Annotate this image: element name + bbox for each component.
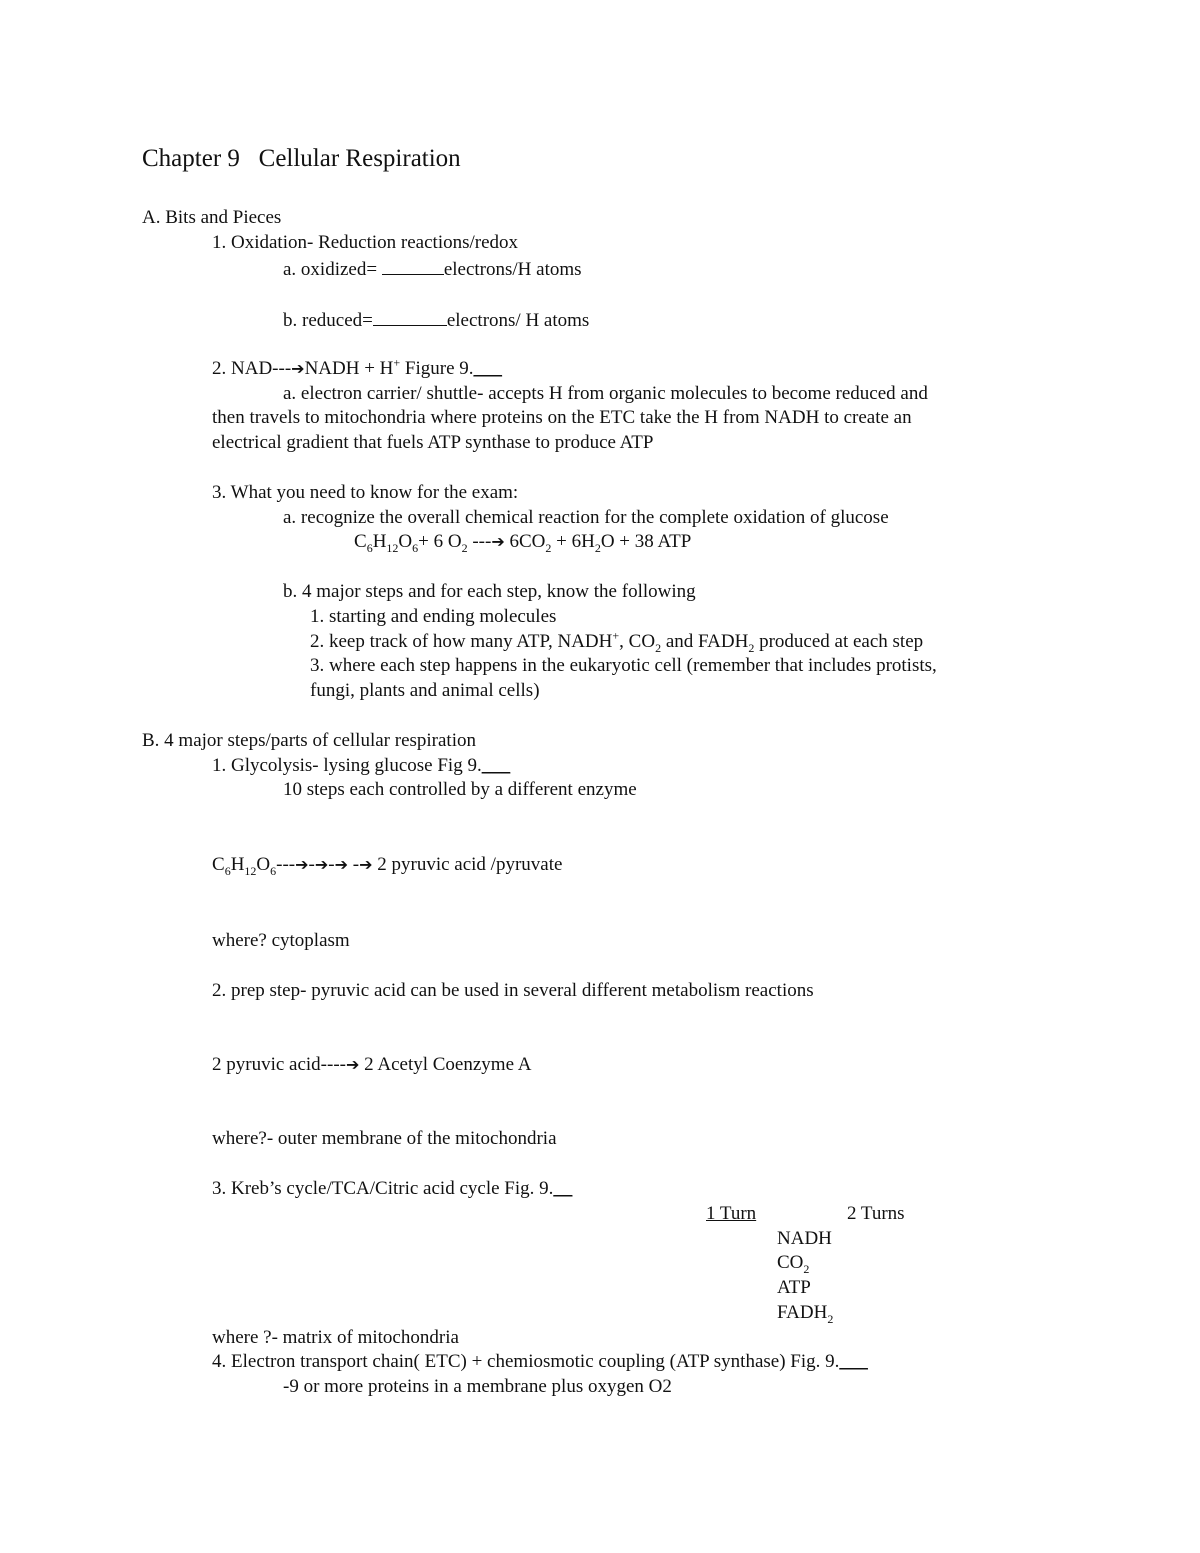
step-3: 3. Kreb’s cycle/TCA/Citric acid cycle Fig. 9.__ bbox=[212, 1178, 573, 1199]
turns-table-header: 1 Turn 2 Turns bbox=[706, 1203, 905, 1224]
arrow-icon: ➔ bbox=[346, 1055, 360, 1074]
item-2a-line-2: then travels to mitochondria where proteins on the ETC take the H from NADH to create an bbox=[212, 407, 912, 428]
page-title: Chapter 9 Cellular Respiration bbox=[142, 145, 461, 172]
arrow-icon: ➔ bbox=[295, 855, 309, 874]
arrow-icon: ➔ bbox=[334, 855, 349, 874]
item-3b-2: 2. keep track of how many ATP, NADH+, $CO_2$ and $FADH_2$ produced at each step bbox=[310, 628, 924, 655]
item-3b-3-line-1: 3. where each step happens in the eukaryotic cell (remember that includes protists, bbox=[310, 655, 937, 676]
item-2a-line-3: electrical gradient that fuels ATP synthase to produce ATP bbox=[212, 432, 654, 453]
step-3-where: where ?- matrix of mitochondria bbox=[212, 1327, 459, 1348]
step-4-note: -9 or more proteins in a membrane plus oxygen O2 bbox=[283, 1376, 672, 1397]
step-1-where: where? cytoplasm bbox=[212, 930, 350, 951]
turns-row-co2: $CO_2$ bbox=[777, 1252, 810, 1276]
item-1: 1. Oxidation- Reduction reactions/redox bbox=[212, 232, 519, 253]
item-3: 3. What you need to know for the exam: bbox=[212, 482, 519, 503]
turns-row-atp: ATP bbox=[777, 1277, 811, 1298]
item-3b-1: 1. starting and ending molecules bbox=[310, 606, 557, 627]
glucose-oxidation-equation: $C_6H_{12}O_6+ 6$ $O_2$ ---➔ $6CO_2 + 6H_2O + 38$ ATP bbox=[354, 531, 692, 555]
turns-row-nadh: NADH bbox=[777, 1228, 832, 1249]
step-2-where: where?- outer membrane of the mitochondria bbox=[212, 1128, 557, 1149]
arrow-icon: ➔ bbox=[291, 359, 305, 378]
item-2: 2. NAD---➔NADH + H+ Figure 9.___ bbox=[212, 355, 503, 379]
item-3b: b. 4 major steps and for each step, know the following bbox=[283, 581, 696, 602]
arrow-icon: ➔ bbox=[491, 532, 505, 551]
glycolysis-equation: $C_6H_{12}O_6---➔-➔-➔$ -➔ 2 pyruvic acid /pyruvate bbox=[212, 854, 563, 878]
item-3b-3-line-2: fungi, plants and animal cells) bbox=[310, 680, 540, 701]
step-2: 2. prep step- pyruvic acid can be used in several different metabolism reactions bbox=[212, 980, 814, 1001]
section-b-heading: B. 4 major steps/parts of cellular respiration bbox=[142, 730, 476, 751]
item-1a: a. oxidized= electrons/H atoms bbox=[283, 256, 582, 282]
item-3a: a. recognize the overall chemical reaction for the complete oxidation of glucose bbox=[283, 507, 889, 528]
item-2a-line-1: a. electron carrier/ shuttle- accepts H from organic molecules to become reduced and bbox=[283, 383, 928, 404]
arrow-icon: ➔ bbox=[314, 855, 329, 874]
arrow-icon: ➔ bbox=[359, 855, 373, 874]
section-a-heading: A. Bits and Pieces bbox=[142, 207, 282, 228]
step-1-note: 10 steps each controlled by a different enzyme bbox=[283, 779, 637, 800]
item-1b: b. reduced= electrons/ H atoms bbox=[283, 307, 589, 333]
prep-step-equation: 2 pyruvic acid----➔ 2 Acetyl Coenzyme A bbox=[212, 1054, 532, 1075]
turns-row-fadh2: $FADH_2$ bbox=[777, 1302, 834, 1326]
step-4: 4. Electron transport chain( ETC) + chemiosmotic coupling (ATP synthase) Fig. 9.___ bbox=[212, 1351, 868, 1372]
step-1: 1. Glycolysis- lysing glucose Fig 9.___ bbox=[212, 755, 511, 776]
